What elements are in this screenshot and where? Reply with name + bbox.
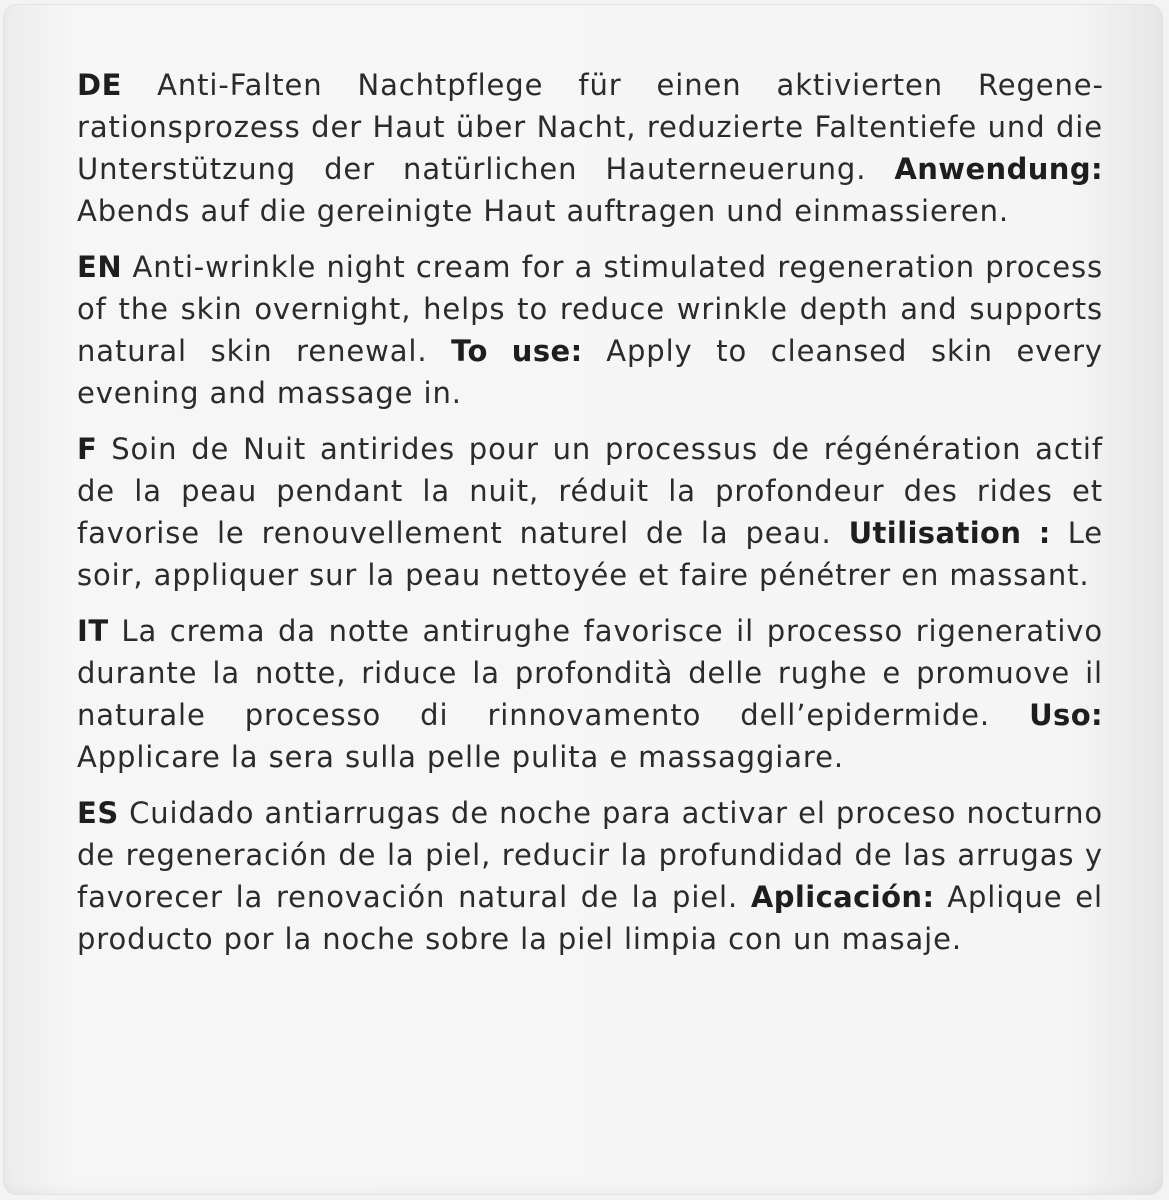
usage-label: Uso: <box>1029 698 1104 732</box>
usage-instructions: Abends auf die gereinigte Haut auftragen und einmassieren. <box>77 194 1010 228</box>
usage-label: To use: <box>451 334 583 368</box>
paragraph-en <box>77 246 1103 414</box>
product-label-panel <box>3 4 1163 1195</box>
paragraph-fr <box>77 428 1103 596</box>
language-code: DE <box>77 68 123 102</box>
usage-instructions: Aplique el producto por la noche sobre la piel limpia con un masaje. <box>77 880 1103 956</box>
usage-instructions: Applicare la sera sulla pelle pulita e massaggiare. <box>77 740 844 774</box>
multilingual-instructions <box>77 64 1103 974</box>
usage-label: Utilisation : <box>848 516 1051 550</box>
usage-instructions: Apply to cleansed skin every evening and massage in. <box>77 334 1103 410</box>
language-code: ES <box>77 796 119 830</box>
language-code: F <box>77 432 98 466</box>
usage-label: Aplicación: <box>750 880 935 914</box>
paragraph-de <box>77 64 1103 232</box>
paragraph-it <box>77 610 1103 778</box>
product-description: Anti-Falten Nachtpflege für einen aktivierten Regenerationsprozess der Haut über Nacht, reduzierte Faltentiefe und die Unterstützung der natürlichen Hauterneuerung. <box>77 68 1104 186</box>
product-description: La crema da notte antirughe favorisce il processo rigenerativo durante la notte, riduce la profondità delle rughe e promuove il naturale processo di rinnovamento dell’epidermide. <box>77 614 1104 732</box>
usage-instructions: Le soir, appliquer sur la peau nettoyée et faire pénétrer en massant. <box>77 516 1103 592</box>
product-description: Anti-wrinkle night cream for a stimulated regeneration process of the skin overnight, helps to reduce wrinkle depth and supports natural skin renewal. <box>77 250 1103 368</box>
paragraph-es <box>77 792 1103 960</box>
product-description: Soin de Nuit antirides pour un processus de régénération actif de la peau pendant la nuit, réduit la profondeur des rides et favorise le renouvellement naturel de la peau. <box>77 432 1104 550</box>
language-code: EN <box>77 250 123 284</box>
product-description: Cuidado antiarrugas de noche para activar el proceso nocturno de regeneración de la piel, reducir la profundidad de las arrugas y favorecer la renovación natural de la piel. <box>77 796 1103 914</box>
language-code: IT <box>77 614 109 648</box>
usage-label: Anwendung: <box>894 152 1103 186</box>
